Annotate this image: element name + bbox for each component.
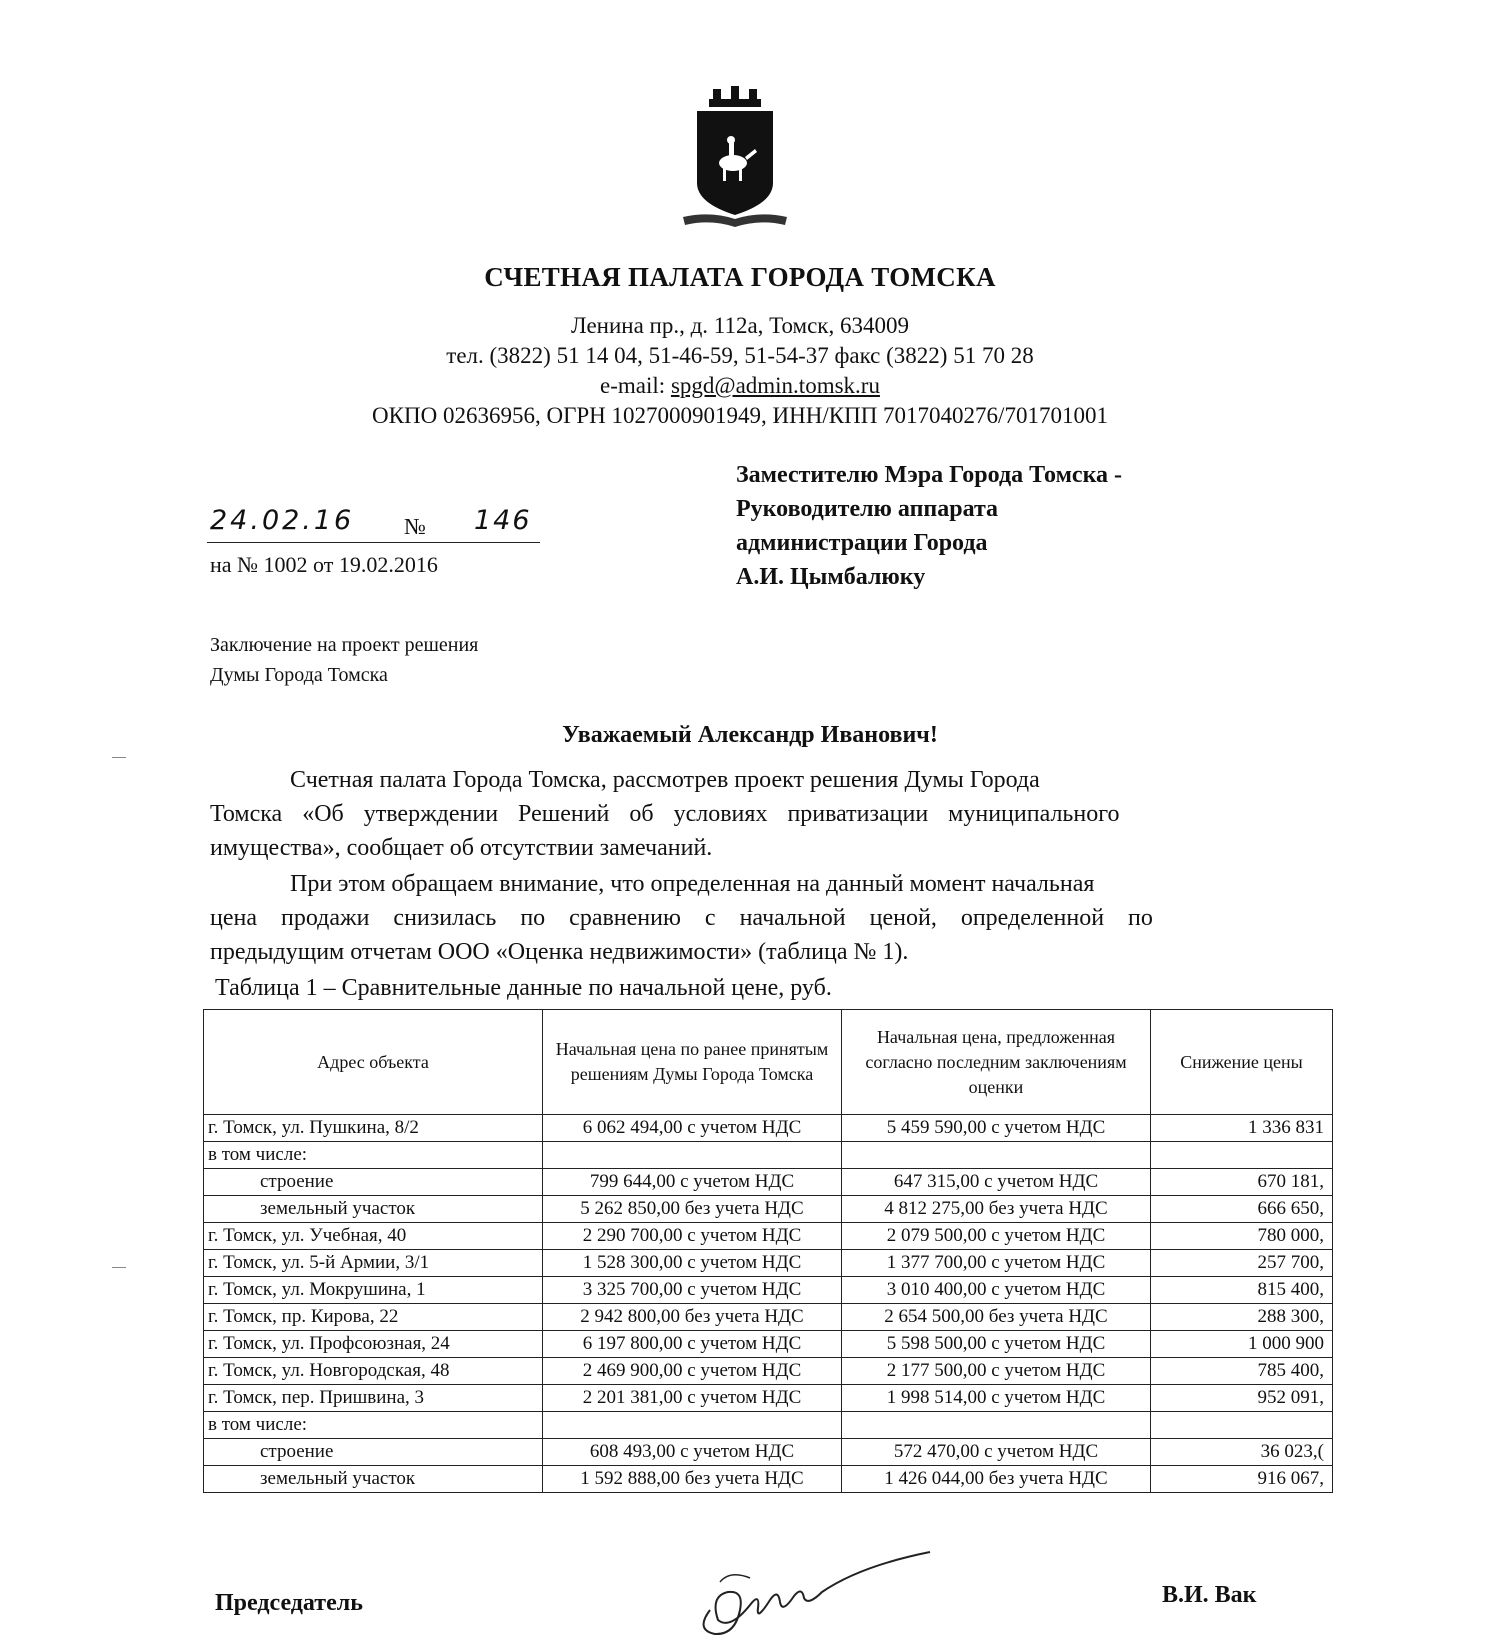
cell-reduction: 1 000 900	[1151, 1331, 1333, 1358]
cell-new-price: 4 812 275,00 без учета НДС	[842, 1196, 1151, 1223]
subject-line: Заключение на проект решения	[210, 634, 479, 656]
cell-prev-price: 5 262 850,00 без учета НДС	[543, 1196, 842, 1223]
header-new-price: Начальная цена, предложенная согласно последним заключениям оценки	[842, 1010, 1151, 1115]
cell-reduction: 666 650,	[1151, 1196, 1333, 1223]
scan-mark	[112, 1267, 126, 1268]
table-row	[204, 1412, 1333, 1439]
cell-prev-price	[543, 1142, 842, 1169]
addressee-line: Руководителю аппарата	[736, 496, 999, 522]
signatory-position: Председатель	[215, 1590, 363, 1616]
cell-new-price: 5 598 500,00 с учетом НДС	[842, 1331, 1151, 1358]
paragraph-line: цена продажи снизилась по сравнению с начальной ценой, определенной по	[210, 905, 1153, 931]
paragraph-line: Томска «Об утверждении Решений об условиях приватизации муниципального	[210, 801, 1120, 827]
cell-reduction	[1151, 1142, 1333, 1169]
cell-reduction: 670 181,	[1151, 1169, 1333, 1196]
cell-reduction: 815 400,	[1151, 1277, 1333, 1304]
table-row	[204, 1385, 1333, 1412]
cell-address: г. Томск, ул. Пушкина, 8/2	[204, 1115, 543, 1142]
cell-address: земельный участок	[204, 1466, 543, 1493]
cell-prev-price: 2 469 900,00 с учетом НДС	[543, 1358, 842, 1385]
paragraph-line: предыдущим отчетам ООО «Оценка недвижимости» (таблица № 1).	[210, 939, 909, 965]
cell-prev-price	[543, 1412, 842, 1439]
cell-new-price: 2 177 500,00 с учетом НДС	[842, 1358, 1151, 1385]
cell-reduction: 1 336 831	[1151, 1115, 1333, 1142]
cell-prev-price: 1 528 300,00 с учетом НДС	[543, 1250, 842, 1277]
paragraph-line: имущества», сообщает об отсутствии замечаний.	[210, 835, 713, 861]
cell-reduction: 36 023,(	[1151, 1439, 1333, 1466]
table-row	[204, 1358, 1333, 1385]
organization-address: Ленина пр., д. 112а, Томск, 634009	[571, 313, 909, 338]
cell-reduction: 780 000,	[1151, 1223, 1333, 1250]
cell-prev-price: 2 290 700,00 с учетом НДС	[543, 1223, 842, 1250]
addressee-block	[736, 458, 1122, 594]
table-row	[204, 1466, 1333, 1493]
table-header-row	[204, 1010, 1333, 1115]
header-prev-price: Начальная цена по ранее принятым решениям Думы Города Томска	[543, 1010, 842, 1115]
cell-address: г. Томск, ул. Профсоюзная, 24	[204, 1331, 543, 1358]
table-row	[204, 1304, 1333, 1331]
cell-new-price: 2 654 500,00 без учета НДС	[842, 1304, 1151, 1331]
scan-mark	[112, 757, 126, 758]
cell-address: земельный участок	[204, 1196, 543, 1223]
paragraph-line: Счетная палата Города Томска, рассмотрев проект решения Думы Города	[290, 767, 1040, 793]
table-row	[204, 1142, 1333, 1169]
comparison-table	[203, 1009, 1333, 1493]
header-address: Адрес объекта	[204, 1010, 543, 1115]
header-reduction: Снижение цены	[1151, 1010, 1333, 1115]
cell-new-price	[842, 1412, 1151, 1439]
table-row	[204, 1331, 1333, 1358]
signature-icon	[690, 1530, 950, 1640]
cell-new-price: 1 998 514,00 с учетом НДС	[842, 1385, 1151, 1412]
table-row	[204, 1439, 1333, 1466]
cell-address: строение	[204, 1169, 543, 1196]
cell-address: г. Томск, пр. Кирова, 22	[204, 1304, 543, 1331]
email-label: e-mail:	[600, 373, 671, 398]
date-underline	[207, 542, 540, 543]
cell-prev-price: 6 062 494,00 с учетом НДС	[543, 1115, 842, 1142]
cell-new-price: 1 377 700,00 с учетом НДС	[842, 1250, 1151, 1277]
cell-reduction: 916 067,	[1151, 1466, 1333, 1493]
organization-phones: тел. (3822) 51 14 04, 51-46-59, 51-54-37 факс (3822) 51 70 28	[446, 343, 1034, 368]
cell-prev-price: 3 325 700,00 с учетом НДС	[543, 1277, 842, 1304]
table-row	[204, 1250, 1333, 1277]
table-row	[204, 1196, 1333, 1223]
cell-address: г. Томск, ул. 5-й Армии, 3/1	[204, 1250, 543, 1277]
addressee-line: администрации Города	[736, 530, 988, 556]
subject-line: Думы Города Томска	[210, 664, 388, 686]
cell-address: г. Томск, ул. Учебная, 40	[204, 1223, 543, 1250]
cell-reduction: 785 400,	[1151, 1358, 1333, 1385]
outgoing-number: 146	[474, 505, 532, 536]
cell-reduction: 952 091,	[1151, 1385, 1333, 1412]
addressee-line: А.И. Цымбалюку	[736, 564, 926, 590]
number-sign: №	[404, 514, 426, 539]
tomsk-coat-of-arms-icon	[675, 85, 795, 240]
cell-prev-price: 608 493,00 с учетом НДС	[543, 1439, 842, 1466]
cell-reduction	[1151, 1412, 1333, 1439]
signatory-name: В.И. Вак	[1162, 1582, 1257, 1608]
incoming-reference: на № 1002 от 19.02.2016	[210, 552, 438, 577]
letter-subject	[210, 630, 478, 690]
cell-address: в том числе:	[204, 1412, 543, 1439]
table-row	[204, 1223, 1333, 1250]
organization-name: СЧЕТНАЯ ПАЛАТА ГОРОДА ТОМСКА	[484, 262, 996, 292]
cell-new-price: 2 079 500,00 с учетом НДС	[842, 1223, 1151, 1250]
cell-prev-price: 799 644,00 с учетом НДС	[543, 1169, 842, 1196]
table-row	[204, 1169, 1333, 1196]
cell-prev-price: 6 197 800,00 с учетом НДС	[543, 1331, 842, 1358]
table-row	[204, 1115, 1333, 1142]
cell-prev-price: 2 942 800,00 без учета НДС	[543, 1304, 842, 1331]
cell-prev-price: 1 592 888,00 без учета НДС	[543, 1466, 842, 1493]
cell-new-price: 647 315,00 с учетом НДС	[842, 1169, 1151, 1196]
cell-address: г. Томск, пер. Пришвина, 3	[204, 1385, 543, 1412]
cell-address: строение	[204, 1439, 543, 1466]
organization-registry: ОКПО 02636956, ОГРН 1027000901949, ИНН/КПП 7017040276/701701001	[372, 403, 1108, 428]
addressee-line: Заместителю Мэра Города Томска -	[736, 462, 1123, 488]
cell-new-price	[842, 1142, 1151, 1169]
cell-new-price: 5 459 590,00 с учетом НДС	[842, 1115, 1151, 1142]
organization-email	[0, 373, 1480, 399]
cell-new-price: 1 426 044,00 без учета НДС	[842, 1466, 1151, 1493]
cell-reduction: 257 700,	[1151, 1250, 1333, 1277]
table-caption: Таблица 1 – Сравнительные данные по начальной цене, руб.	[215, 975, 832, 1001]
table-row	[204, 1277, 1333, 1304]
cell-new-price: 3 010 400,00 с учетом НДС	[842, 1277, 1151, 1304]
cell-new-price: 572 470,00 с учетом НДС	[842, 1439, 1151, 1466]
email-link[interactable]: spgd@admin.tomsk.ru	[670, 373, 880, 398]
cell-address: г. Томск, ул. Новгородская, 48	[204, 1358, 543, 1385]
cell-address: г. Томск, ул. Мокрушина, 1	[204, 1277, 543, 1304]
cell-address: в том числе:	[204, 1142, 543, 1169]
greeting: Уважаемый Александр Иванович!	[562, 722, 938, 748]
cell-reduction: 288 300,	[1151, 1304, 1333, 1331]
outgoing-date: 24.02.16	[210, 505, 355, 536]
paragraph-line: При этом обращаем внимание, что определенная на данный момент начальная	[290, 871, 1095, 897]
cell-prev-price: 2 201 381,00 с учетом НДС	[543, 1385, 842, 1412]
